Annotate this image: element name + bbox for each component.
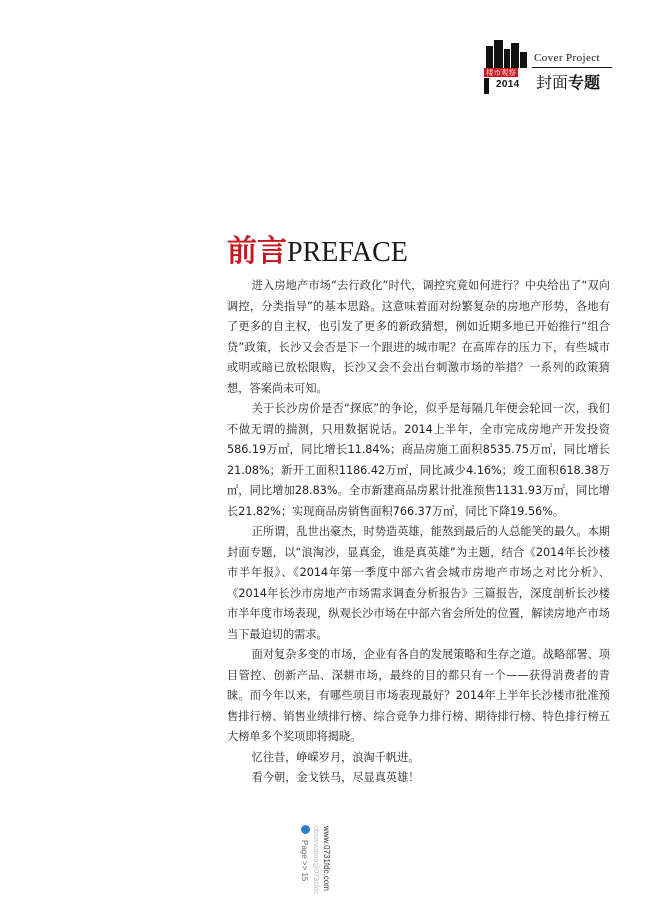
section-label-cn-plain: 封面 — [536, 73, 569, 92]
logo-name: 楼市观察 — [486, 68, 516, 77]
paragraph: 进入房地产市场“去行政化”时代，调控究竟如何进行？中央给出了“双向调控，分类指导”的基本思路。这意味着面对纷繁复杂的房地产形势，各地有了更多的自主权，也引发了更多的新政猜想，例如近期多地已开始推行“组合贷”政策，长沙又会否是下一个跟进的城市呢？在高库存的压力下，有些城市或明或暗已放松限购，长沙又会不会出台刺激市场的举措？一系列的政策猜想，答案尚未可知。 — [227, 279, 610, 395]
magazine-logo — [480, 40, 615, 95]
paragraph: 正所谓，乱世出豪杰，时势造英雄，能熬到最后的人总能笑的最久。本期封面专题，以“浪淘沙，显真金，谁是真英雄”为主题，结合《2014年长沙楼市半年报》、《2014年第一季度中部六省会城市房地产市场之对比分析》、《2014年长沙市房地产市场需求调查分析报告》三篇报告，深度剖析长沙楼市半年度市场表现，纵观长沙市场在中部六省会所处的位置，解读房地产市场当下最迫切的需求。 — [227, 525, 610, 641]
title-cn: 前言 — [227, 234, 287, 269]
title-en: PREFACE — [287, 237, 408, 268]
paragraph: 忆往昔，峥嵘岁月，浪淘千帆进。 — [251, 750, 420, 764]
section-label-cn — [536, 70, 600, 93]
section-label-cn-bold: 专题 — [568, 73, 601, 92]
article-body — [227, 276, 610, 789]
building-icon — [511, 43, 519, 68]
paragraph: 关于长沙房价是否“探底”的争论，似乎是每隔几年便会轮回一次，我们不做无谓的揣测，只用数据说话。2014上半年，全市完成房地产开发投资586.19万㎡，同比增长11.84%；商品房施工面积8535.75万㎡，同比增长21.08%；新开工面积1186.42万㎡，同比减少4.16%；竣工面积618.38万㎡，同比增加28.83%。全市新建商品房累计批准预售1131.93万㎡，同比增长21.82%；实现商品房销售面积766.37万㎡，同比下降19.56%。 — [227, 402, 610, 518]
footer-watermark: observation@0731fdc — [312, 826, 319, 895]
building-icon — [486, 46, 493, 68]
page-marker-icon — [301, 825, 310, 834]
page-title — [227, 226, 408, 269]
building-icon — [504, 49, 510, 68]
page-number: Page >> 15 — [300, 840, 309, 882]
building-icon — [520, 52, 527, 68]
footer-url: www.0731fdc.com — [322, 826, 331, 891]
paragraph: 看今朝，金戈铁马，尽显真英雄！ — [251, 771, 420, 784]
paragraph: 面对复杂多变的市场，企业有各自的发展策略和生存之道。战略部署、项目管控、创新产品、深耕市场，最终的目的都只有一个——获得消费者的青睐。而今年以来，有哪些项目市场表现最好？2014年上半年长沙楼市批准预售排行榜、销售业绩排行榜、综合竞争力排行榜、期待排行榜、特色排行榜五大榜单多个奖项即将揭晓。 — [227, 648, 610, 743]
section-label-en: Cover Project — [534, 52, 600, 64]
logo-divider — [532, 67, 612, 68]
logo-year: 2014 — [496, 79, 520, 90]
building-icon — [494, 40, 503, 68]
building-icon — [484, 78, 489, 94]
